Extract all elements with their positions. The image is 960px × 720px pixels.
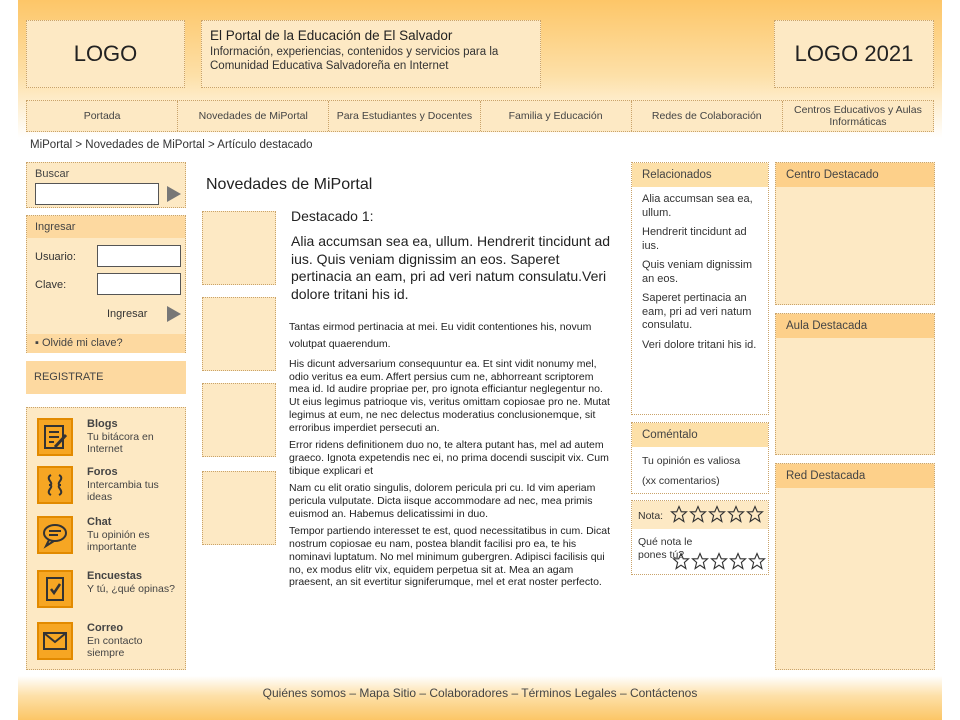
featured-title: Destacado 1:	[291, 208, 374, 224]
rating-input	[672, 552, 767, 570]
search-input[interactable]	[35, 183, 159, 205]
thumbnail-4[interactable]	[202, 471, 276, 545]
user-field[interactable]	[97, 245, 181, 267]
red-destacada-title: Red Destacada	[776, 464, 934, 488]
featured-lead: Alia accumsan sea ea, ullum. Hendrerit tincidunt ad ius. Quis veniam dignissim an eos. Saperet pertinacia an eam, pri ad veri natum consulatu.Veri dolore tritani his id.	[291, 233, 611, 302]
star-icon	[727, 505, 745, 523]
related-panel	[631, 162, 769, 415]
star-icon	[670, 505, 688, 523]
footer-links[interactable]: Quiénes somos – Mapa Sitio – Colaboradores – Términos Legales – Contáctenos	[262, 686, 698, 700]
mail-icon	[37, 622, 73, 660]
nav-portada[interactable]: Portada	[27, 101, 178, 131]
nav-centros-educativos[interactable]: Centros Educativos y Aulas Informáticas	[794, 104, 922, 128]
star-icon	[689, 505, 707, 523]
nav-estudiantes-docentes[interactable]: Para Estudiantes y Docentes	[329, 101, 480, 131]
related-item[interactable]: Hendrerit tincidunt ad ius.	[642, 226, 747, 252]
chat-icon	[37, 516, 73, 554]
survey-icon	[37, 570, 73, 608]
rating-display	[670, 505, 765, 523]
main-nav	[26, 100, 934, 132]
star-rate-4-icon[interactable]	[729, 552, 747, 570]
article-paragraph: Tempor partiendo interesset te est, quod necessitatibus in cum. Dicat nostrum copiosae eu nam, postea blandit facilisi pro ea, te his nominavi luptatum. No mel minimum gubergren. Adipisci facilisis qui no, ex modus elitr vix, equidem perpetua sit at. Mea an agam praesent, an sit evertitur signiferumque, mel et erat noster perfecto.	[289, 525, 610, 589]
rating-header	[632, 501, 768, 529]
portal-subtitle: Información, experiencias, contenidos y servicios para la Comunidad Educativa Salvadoreña en Internet	[210, 46, 499, 72]
portal-header	[201, 20, 541, 88]
comment-count[interactable]: (xx comentarios)	[642, 475, 720, 487]
nav-novedades[interactable]: Novedades de MiPortal	[178, 101, 329, 131]
forgot-password-link[interactable]: ▪ Olvidé mi clave?	[27, 334, 185, 353]
search-arrow-icon[interactable]	[167, 186, 181, 202]
service-title: Chat	[87, 516, 112, 528]
logo-left[interactable]: LOGO	[26, 20, 185, 88]
star-icon	[746, 505, 764, 523]
breadcrumb[interactable]: MiPortal > Novedades de MiPortal > Artículo destacado	[30, 139, 313, 151]
aula-destacada-panel[interactable]	[775, 313, 935, 455]
service-subtitle: Tu opinión es importante	[87, 529, 150, 553]
red-destacada-panel[interactable]	[775, 463, 935, 670]
related-item[interactable]: Alia accumsan sea ea, ullum.	[642, 193, 753, 219]
login-button-label[interactable]: Ingresar	[107, 308, 148, 320]
user-label: Usuario:	[35, 251, 76, 263]
star-rate-2-icon[interactable]	[691, 552, 709, 570]
related-title: Relacionados	[632, 163, 768, 187]
centro-destacado-panel[interactable]	[775, 162, 935, 305]
thumbnail-1[interactable]	[202, 211, 276, 285]
service-subtitle: Y tú, ¿qué opinas?	[87, 583, 175, 595]
article-paragraph: Error ridens definitionem duo no, te altera putant has, mel ad autem graeco. Ignota expetendis nec ei, no prima docendi suscipit vix. Cum tibique explicari et	[289, 439, 609, 477]
article-paragraph: Nam cu elit oratio singulis, dolorem pericula pri cu. Id vim aperiam pericula vulputate. Dicta iisque accommodare ad nec, mea primis euismod an. Habemus delicatissimi in duo.	[289, 482, 596, 520]
login-arrow-icon[interactable]	[167, 306, 181, 322]
logo-right: LOGO 2021	[774, 20, 934, 88]
rating-label: Nota:	[638, 510, 664, 522]
aula-destacada-title: Aula Destacada	[776, 314, 934, 338]
forum-icon	[37, 466, 73, 504]
service-title: Foros	[87, 466, 118, 478]
star-rate-5-icon[interactable]	[748, 552, 766, 570]
service-subtitle: Tu bitácora en Internet	[87, 431, 154, 455]
rating-panel	[631, 500, 769, 575]
page	[18, 0, 942, 720]
article-paragraph: His dicunt adversarium consequuntur ea. Et sint vidit nonumy mel, odio veritus ea eum. Affert persius cum ne, abhorreant scriptorem mea id. Id audire propriae per, pro ignota efficiantur neglegentur no. Ut eius legimus patrioque vis, veritus omittam copiosae pro ne. Mutat legimus at eum, ne nec delectus moderatius conclusionemque, sit erroribus imperdiet persecuti an.	[289, 358, 610, 434]
article-body	[289, 319, 610, 594]
thumbnail-2[interactable]	[202, 297, 276, 371]
comment-line: Tu opinión es valiosa	[642, 455, 741, 467]
service-title: Encuestas	[87, 570, 143, 582]
star-icon	[708, 505, 726, 523]
login-title: Ingresar	[27, 216, 185, 238]
thumbnail-3[interactable]	[202, 383, 276, 457]
password-label: Clave:	[35, 279, 67, 291]
related-item[interactable]: Saperet pertinacia an eam, pri ad veri natum consulatu.	[642, 292, 752, 331]
page-title: Novedades de MiPortal	[206, 176, 373, 193]
portal-title: El Portal de la Educación de El Salvador	[210, 28, 453, 43]
services-panel	[26, 407, 186, 670]
login-box	[26, 215, 186, 353]
article-paragraph: Tantas eirmod pertinacia at mei. Eu vidit contentiones his, novum volutpat quaerendum.	[289, 321, 592, 350]
search-label: Buscar	[35, 168, 70, 180]
register-button[interactable]	[26, 361, 186, 394]
nav-familia-educacion[interactable]: Familia y Educación	[481, 101, 632, 131]
comment-panel	[631, 422, 769, 494]
related-item[interactable]: Veri dolore tritani his id.	[642, 338, 757, 351]
password-field[interactable]	[97, 273, 181, 295]
star-rate-1-icon[interactable]	[672, 552, 690, 570]
star-rate-3-icon[interactable]	[710, 552, 728, 570]
service-subtitle: Intercambia tus ideas	[87, 479, 159, 503]
comment-title[interactable]: Coméntalo	[632, 423, 768, 447]
service-subtitle: En contacto siempre	[87, 635, 143, 659]
register-label: REGISTRATE	[34, 371, 104, 383]
service-title: Blogs	[87, 418, 118, 430]
search-box	[26, 162, 186, 208]
centro-destacado-title: Centro Destacado	[776, 163, 934, 187]
blog-icon	[37, 418, 73, 456]
related-item[interactable]: Quis veniam dignissim an eos.	[642, 259, 753, 285]
service-title: Correo	[87, 622, 124, 634]
nav-redes-colaboracion[interactable]: Redes de Colaboración	[632, 101, 783, 131]
rating-question: Qué nota le pones tú?	[638, 536, 693, 561]
